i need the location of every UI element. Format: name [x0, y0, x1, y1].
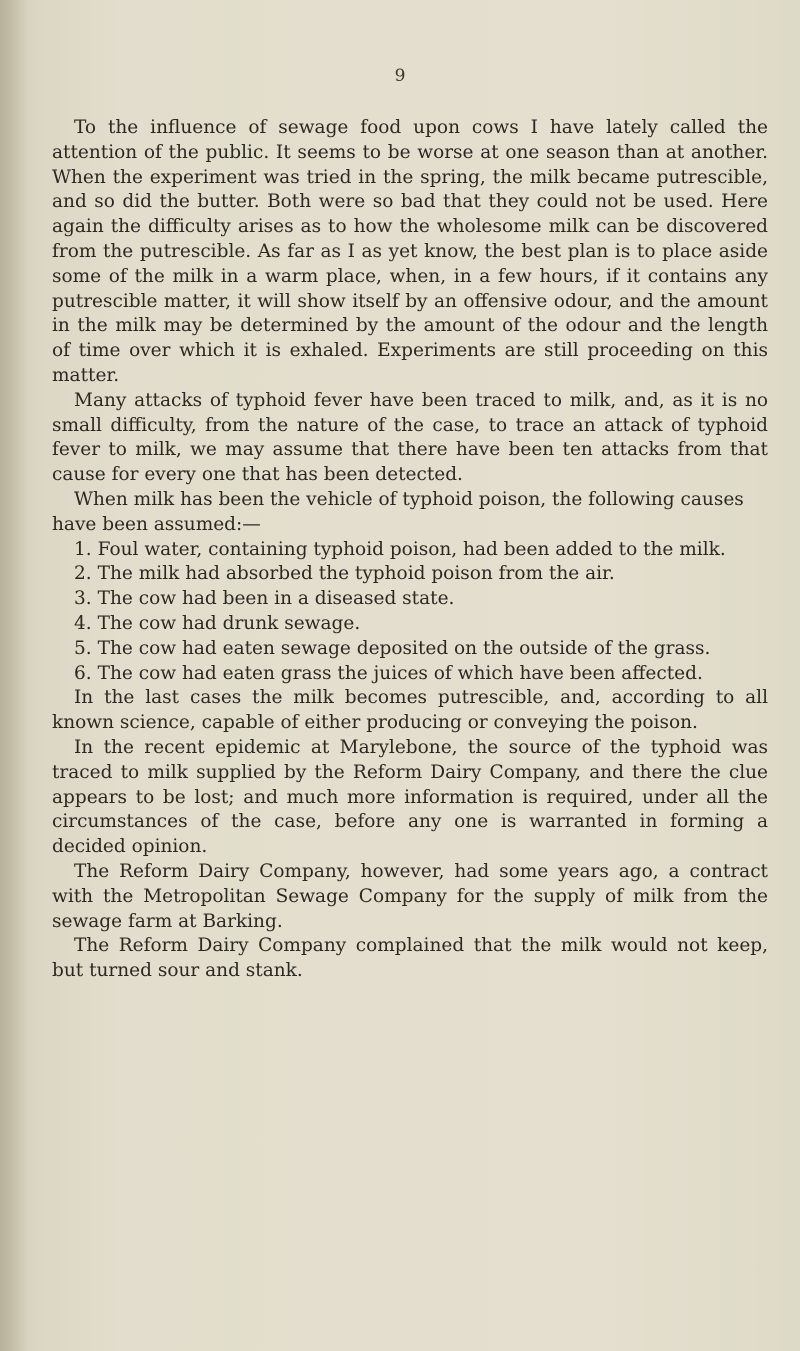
list-item-number: 6.: [74, 662, 92, 684]
spine-shadow: [0, 0, 28, 1351]
list-item-text: The cow had eaten grass the juices of which have been affected.: [97, 662, 703, 684]
list-item-text: The cow had been in a diseased state.: [97, 588, 455, 610]
list-item-number: 5.: [74, 637, 92, 659]
list-item: [52, 587, 768, 612]
list-item-number: 4.: [74, 612, 92, 634]
paragraph-marylebone: In the recent epidemic at Marylebone, the source of the typhoid was traced to milk supplied by the Reform Dairy Company, and there the clue appears to be lost; and much more information is required, under all the circumstances of the case, before any one is warranted in forming a decided opinion.: [52, 736, 768, 858]
paragraph-last-cases: In the last cases the milk becomes putrescible, and, according to all known science, capable of either producing or conveying the poison.: [52, 687, 768, 734]
list-item: [52, 562, 768, 587]
list-item: [52, 538, 768, 563]
list-item: [52, 662, 768, 687]
body-text: [52, 116, 768, 984]
list-item-text: The cow had eaten sewage deposited on the outside of the grass.: [97, 637, 711, 659]
list-item: [52, 612, 768, 637]
list-item: [52, 637, 768, 662]
list-item-text: Foul water, containing typhoid poison, had been added to the milk.: [97, 538, 726, 560]
paragraph-sewage-food: To the influence of sewage food upon cows I have lately called the attention of the public. It seems to be worse at one season than at another. When the experiment was tried in the spring, the milk became putrescible, and so did the butter. Both were so bad that they could not be used. Here again the difficulty arises as to how the wholesome milk can be discovered from the putrescible. As far as I as yet know, the best plan is to place aside some of the milk in a warm place, when, in a few hours, if it contains any putrescible matter, it will show itself by an offensive odour, and the amount in the milk may be determined by the amount of the odour and the length of time over which it is exhaled. Experiments are still proceeding on this matter.: [52, 117, 768, 386]
list-item-number: 3.: [74, 588, 92, 610]
list-item-text: The milk had absorbed the typhoid poison from the air.: [97, 563, 615, 585]
paragraph-typhoid-attacks: Many attacks of typhoid fever have been traced to milk, and, as it is no small difficulty, from the nature of the case, to trace an attack of typhoid fever to milk, we may assume that there have been ten attacks from that cause for every one that has been detected.: [52, 389, 768, 486]
list-item-number: 1.: [74, 538, 92, 560]
page-number: 9: [394, 66, 406, 86]
list-item-number: 2.: [74, 563, 92, 585]
list-intro: When milk has been the vehicle of typhoid poison, the following causes have been assumed:—: [52, 488, 744, 535]
paragraph-reform-dairy-complaint: The Reform Dairy Company complained that the milk would not keep, but turned sour and stank.: [52, 935, 768, 982]
list-item-text: The cow had drunk sewage.: [97, 612, 361, 634]
paragraph-reform-dairy-contract: The Reform Dairy Company, however, had some years ago, a contract with the Metropolitan Sewage Company for the supply of milk from the sewage farm at Barking.: [52, 860, 768, 932]
causes-list: [52, 538, 768, 687]
